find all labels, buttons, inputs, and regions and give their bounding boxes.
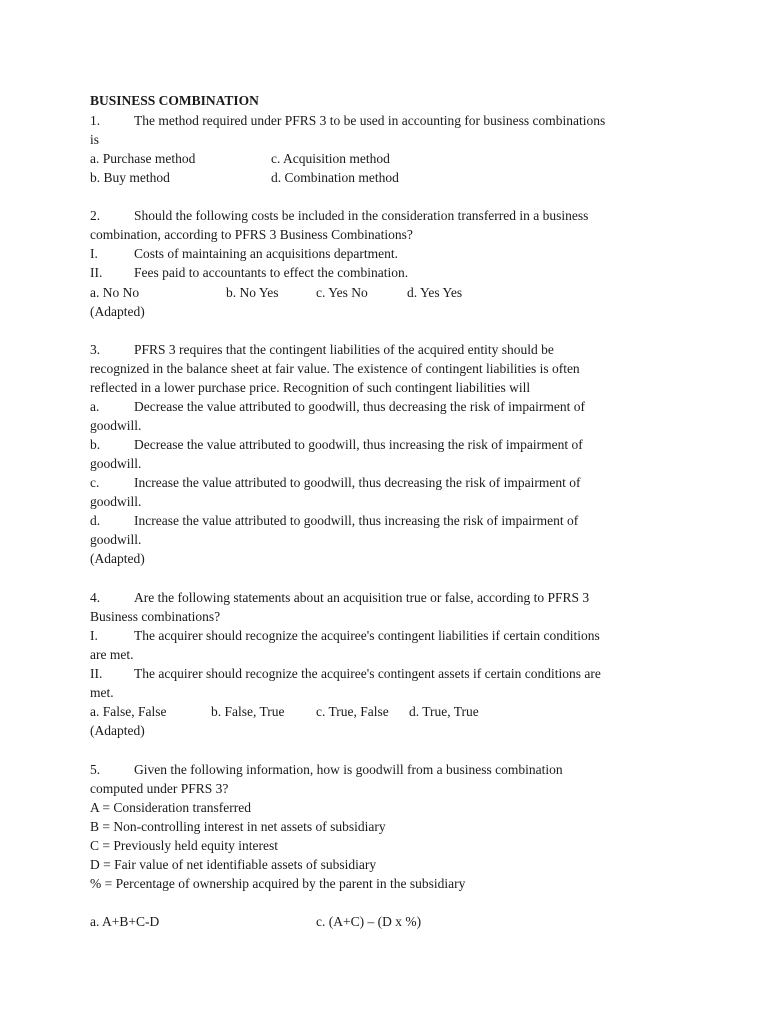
q3-option-a-line2: goodwill. [90,418,142,433]
q4-number: 4. [90,590,101,605]
q5-option-a: a. A+B+C-D [90,914,160,929]
q3-option-d-line2: goodwill. [90,532,142,547]
q3-option-a-letter: a. [90,399,100,414]
q3-source: (Adapted) [90,551,145,566]
document-title: BUSINESS COMBINATION [90,93,259,108]
q5-definition-b: B = Non-controlling interest in net assets of subsidiary [90,819,386,834]
q1-option-b: b. Buy method [90,170,170,185]
q1-text-line2: is [90,132,100,147]
q4-item-ii-line1: The acquirer should recognize the acquiree's contingent assets if certain conditions are [134,666,601,681]
q2-text-line1: Should the following costs be included in the consideration transferred in a business [134,208,589,223]
q3-option-d-line1: Increase the value attributed to goodwill, thus increasing the risk of impairment of [134,513,579,528]
q3-option-a-line1: Decrease the value attributed to goodwill, thus decreasing the risk of impairment of [134,399,585,414]
q4-option-d: d. True, True [409,704,479,719]
q4-source: (Adapted) [90,723,145,738]
q3-option-b-line1: Decrease the value attributed to goodwill, thus increasing the risk of impairment of [134,437,583,452]
q2-item-ii-text: Fees paid to accountants to effect the combination. [134,265,409,280]
q4-option-c: c. True, False [316,704,389,719]
q3-option-b-line2: goodwill. [90,456,142,471]
q5-definition-a: A = Consideration transferred [90,800,251,815]
q2-option-d: d. Yes Yes [407,285,463,300]
q3-text-line1: PFRS 3 requires that the contingent liabilities of the acquired entity should be [134,342,554,357]
q2-item-i-text: Costs of maintaining an acquisitions department. [134,246,398,261]
q4-item-i-line2: are met. [90,647,134,662]
q2-text-line2: combination, according to PFRS 3 Business Combinations? [90,227,413,242]
q5-text-line1: Given the following information, how is goodwill from a business combination [134,762,563,777]
q5-definition-d: D = Fair value of net identifiable assets of subsidiary [90,857,377,872]
q4-item-ii-number: II. [90,666,103,681]
q3-option-b-letter: b. [90,437,101,452]
q3-option-c-line1: Increase the value attributed to goodwill, thus decreasing the risk of impairment of [134,475,581,490]
q1-number: 1. [90,113,101,128]
q3-option-c-letter: c. [90,475,100,490]
q2-item-i-number: I. [90,246,98,261]
q2-option-c: c. Yes No [316,285,368,300]
q5-number: 5. [90,762,101,777]
q4-option-a: a. False, False [90,704,167,719]
q5-text-line2: computed under PFRS 3? [90,781,229,796]
q4-item-i-line1: The acquirer should recognize the acquiree's contingent liabilities if certain conditions [134,628,600,643]
q3-text-line2: recognized in the balance sheet at fair value. The existence of contingent liabilities is often [90,361,580,376]
q2-option-a: a. No No [90,285,140,300]
q2-source: (Adapted) [90,304,145,319]
q2-option-b: b. No Yes [226,285,279,300]
q1-option-c: c. Acquisition method [271,151,390,166]
q3-number: 3. [90,342,101,357]
q4-text-line2: Business combinations? [90,609,221,624]
q3-option-c-line2: goodwill. [90,494,142,509]
q4-item-i-number: I. [90,628,98,643]
q4-item-ii-line2: met. [90,685,114,700]
q3-option-d-letter: d. [90,513,101,528]
q2-number: 2. [90,208,101,223]
q1-text-line1: The method required under PFRS 3 to be used in accounting for business combinations [134,113,606,128]
q5-option-c: c. (A+C) – (D x %) [316,914,422,929]
q4-text-line1: Are the following statements about an acquisition true or false, according to PFRS 3 [134,590,590,605]
q4-option-b: b. False, True [211,704,285,719]
q3-text-line3: reflected in a lower purchase price. Recognition of such contingent liabilities will [90,380,531,395]
q5-definition-c: C = Previously held equity interest [90,838,278,853]
q2-item-ii-number: II. [90,265,103,280]
q5-definition-percent: % = Percentage of ownership acquired by the parent in the subsidiary [90,876,466,891]
q1-option-a: a. Purchase method [90,151,196,166]
q1-option-d: d. Combination method [271,170,399,185]
